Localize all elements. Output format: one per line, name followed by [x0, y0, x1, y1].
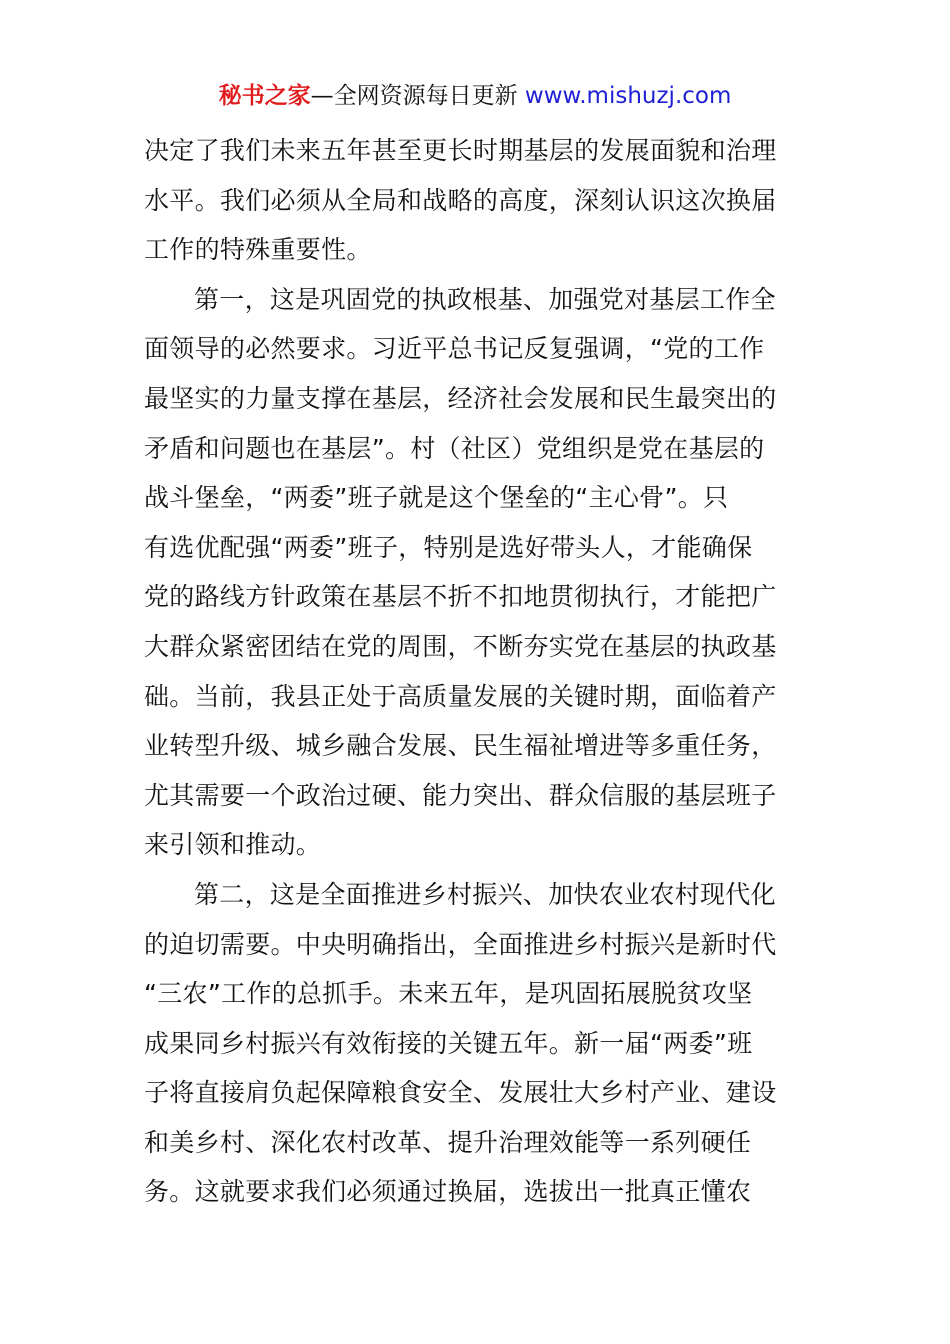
text-line: 工作的特殊重要性。	[144, 235, 372, 265]
text-line: 最坚实的力量支撑在基层，经济社会发展和民生最突出的	[144, 383, 777, 413]
text-line: 面领导的必然要求。习近平总书记反复强调，“党的工作	[144, 334, 765, 364]
site-tagline: —全网资源每日更新	[310, 83, 525, 109]
text-line: 大群众紧密团结在党的周围，不断夯实党在基层的执政基	[144, 631, 777, 661]
text-line: 子将直接肩负起保障粮食安全、发展壮大乡村产业、建设	[144, 1078, 777, 1108]
text-line: 来引领和推动。	[144, 830, 322, 860]
text-line: 业转型升级、城乡融合发展、民生福祉增进等多重任务，	[144, 731, 777, 761]
text-line: 决定了我们未来五年甚至更长时期基层的发展面貌和治理	[144, 136, 777, 165]
text-line: 础。当前，我县正处于高质量发展的关键时期，面临着产	[144, 681, 777, 711]
text-line: 党的路线方针政策在基层不折不扣地贯彻执行，才能把广	[144, 582, 777, 612]
text-line: 矛盾和问题也在基层”。村（社区）党组织是党在基层的	[144, 433, 765, 463]
text-line: 战斗堡垒，“两委”班子就是这个堡垒的“主心骨”。只	[144, 483, 729, 513]
text-line: 水平。我们必须从全局和战略的高度，深刻认识这次换届	[144, 185, 777, 215]
text-line: 尤其需要一个政治过硬、能力突出、群众信服的基层班子	[144, 780, 777, 810]
text-line: 和美乡村、深化农村改革、提升治理效能等一系列硬任	[144, 1127, 752, 1157]
paragraph-first-line: 第一，这是巩固党的执政根基、加强党对基层工作全	[194, 284, 776, 314]
site-brand: 秘书之家	[218, 83, 311, 109]
document-body	[144, 126, 814, 1217]
text-line: 成果同乡村振兴有效衔接的关键五年。新一届“两委”班	[144, 1028, 753, 1058]
text-line: 务。这就要求我们必须通过换届，选拔出一批真正懂农	[144, 1177, 752, 1207]
paragraph-first-line: 第二，这是全面推进乡村振兴、加快农业农村现代化	[194, 879, 776, 909]
text-line: “三农”工作的总抓手。未来五年，是巩固拓展脱贫攻坚	[144, 979, 753, 1009]
text-line: 的迫切需要。中央明确指出，全面推进乡村振兴是新时代	[144, 929, 777, 959]
site-header	[0, 80, 950, 112]
site-url-link[interactable]: www.mishuzj.com	[524, 83, 732, 109]
text-line: 有选优配强“两委”班子，特别是选好带头人，才能确保	[144, 532, 753, 562]
